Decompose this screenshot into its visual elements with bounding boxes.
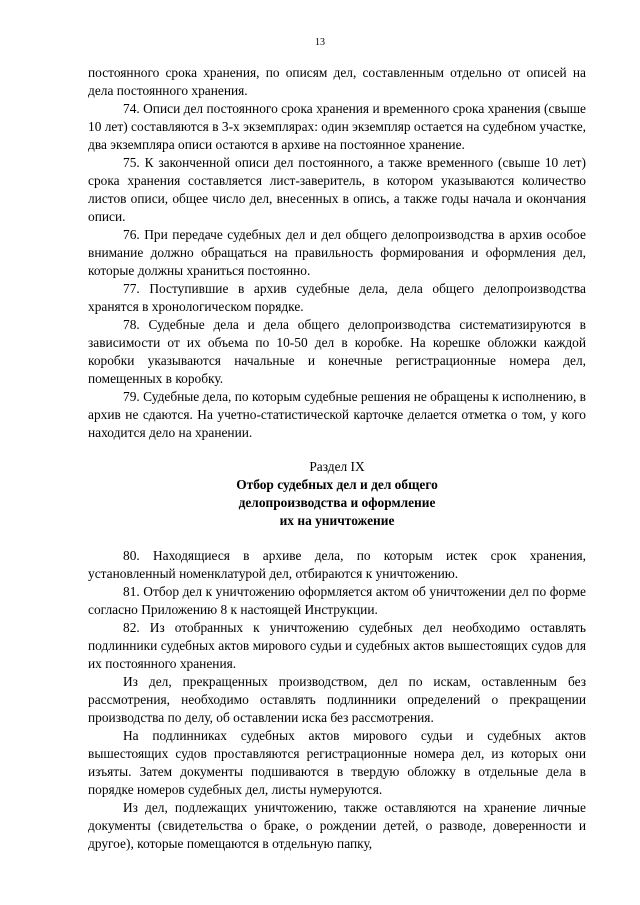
section-title-line: их на уничтожение (279, 513, 395, 528)
paragraph-79: 79. Судебные дела, по которым судебные решения не обращены к исполнению, в архив не сдаются. На учетно-статистической карточке делается отметка о том, у кого находится дело на хранении. (88, 389, 586, 440)
paragraph-75: 75. К законченной описи дел постоянного, а также временного (свыше 10 лет) срока хранения составляется лист-заверитель, в котором указываются количество листов описи, общее число дел, внесенных в опись, а также годы начала и окончания описи. (88, 155, 586, 224)
paragraph: постоянного срока хранения, по описям дел, составленным отдельно от описей на дела постоянного хранения. (88, 65, 586, 98)
section-label: Раздел IX (309, 459, 365, 474)
paragraph-81: 81. Отбор дел к уничтожению оформляется актом об уничтожении дел по форме согласно Приложению 8 к настоящей Инструкции. (88, 584, 586, 617)
paragraph-74: 74. Описи дел постоянного срока хранения и временного срока хранения (свыше 10 лет) составляются в 3-х экземплярах: один экземпляр остается на судебном участке, два экземпляра описи остаются в архиве на постоянное хранение. (88, 101, 586, 152)
section-title-line: Отбор судебных дел и дел общего (236, 477, 438, 492)
document-body (88, 64, 586, 853)
paragraph-80: 80. Находящиеся в архиве дела, по которым истек срок хранения, установленный номенклатурой дел, отбираются к уничтожению. (88, 548, 586, 581)
paragraph: На подлинниках судебных актов мирового судьи и судебных актов вышестоящих судов проставляются регистрационные номера дел, из которых они изъяты. Затем документы подшиваются в твердую обложку в отдельные дела в порядке номеров судебных дел, листы нумеруются. (88, 728, 586, 797)
page-number: 13 (315, 37, 325, 48)
paragraph-78: 78. Судебные дела и дела общего делопроизводства систематизируются в зависимости от их объема по 10-50 дел в коробке. На корешке обложки каждой коробки указываются начальные и конечные регистрационные номера дел, помещенных в коробку. (88, 317, 586, 386)
paragraph-77: 77. Поступившие в архив судебные дела, дела общего делопроизводства хранятся в хронологическом порядке. (88, 281, 586, 314)
section-heading (88, 458, 586, 530)
paragraph-82: 82. Из отобранных к уничтожению судебных дел необходимо оставлять подлинники судебных актов мирового судьи и судебных актов вышестоящих судов для их постоянного хранения. (88, 620, 586, 671)
paragraph: Из дел, прекращенных производством, дел по искам, оставленным без рассмотрения, необходимо оставлять подлинники определений о прекращении производства по делу, об оставлении иска без рассмотрения. (88, 674, 586, 725)
section-title-line: делопроизводства и оформление (238, 495, 436, 510)
paragraph-76: 76. При передаче судебных дел и дел общего делопроизводства в архив особое внимание должно обращаться на правильность формирования и оформления дел, которые должны храниться постоянно. (88, 227, 586, 278)
paragraph: Из дел, подлежащих уничтожению, также оставляются на хранение личные документы (свидетельства о браке, о рождении детей, о разводе, доверенности и другое), которые помещаются в отдельную папку, (88, 800, 586, 851)
